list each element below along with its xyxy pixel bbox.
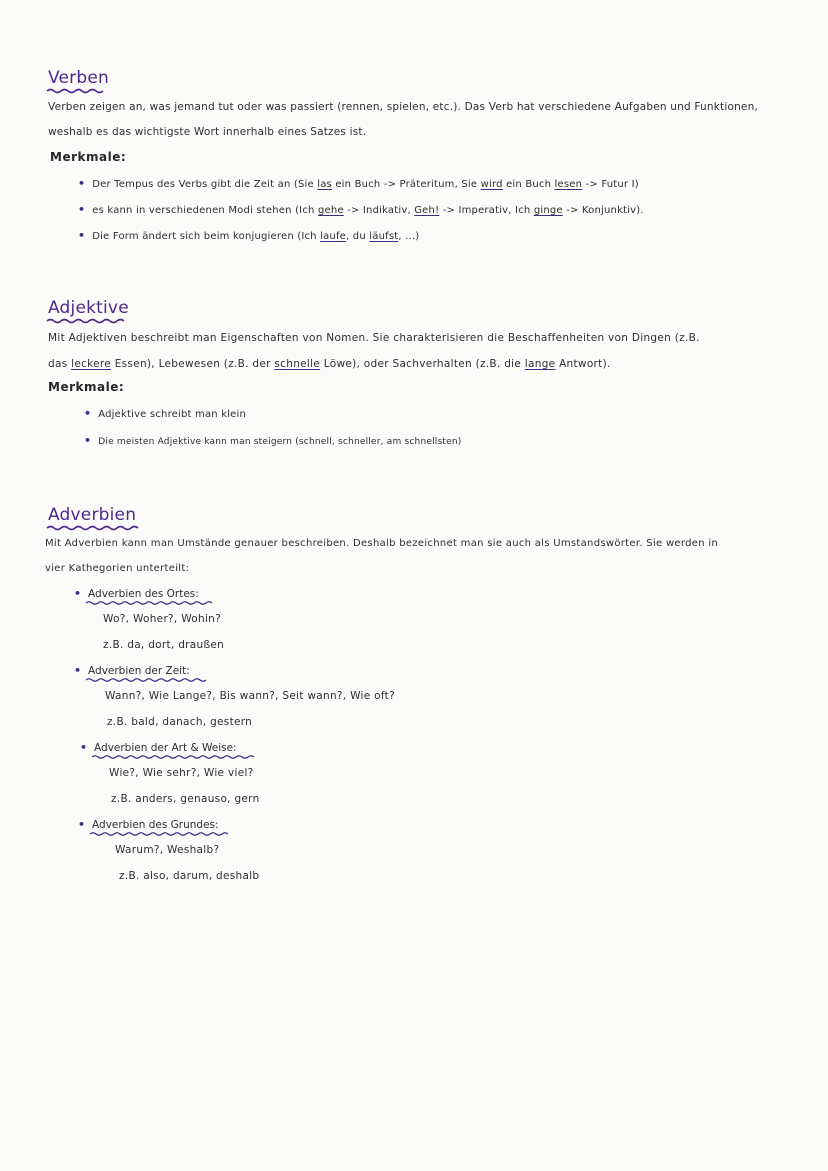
wavy-underline-grund (90, 831, 232, 837)
adverbien-art-examples: z.B. anders, genauso, gern (111, 793, 260, 805)
adjektive-bullet-1: • Adjektive schreibt man klein (84, 407, 247, 420)
adjektive-paragraph-line-2: das leckere Essen), Lebewesen (z.B. der schnelle Löwe), oder Sachverhalten (z.B. die lange Antwort). (48, 358, 611, 370)
heading-adjektive: Adjektive (48, 298, 129, 318)
bullet-dot: • (78, 818, 86, 831)
wavy-underline-ort (86, 600, 214, 606)
bullet-dot: • (84, 434, 92, 447)
adjektive-merkmale-label: Merkmale: (48, 380, 125, 394)
wavy-underline-zeit (86, 677, 210, 683)
adverbien-zeit-questions: Wann?, Wie Lange?, Bis wann?, Seit wann?, Wie oft? (105, 690, 395, 702)
adverbien-ort-heading: • Adverbien des Ortes: (74, 587, 199, 600)
bullet-dot: • (74, 587, 82, 600)
adverbien-paragraph-line-2: vier Kathegorien unterteilt: (45, 563, 190, 574)
bullet-dot: • (78, 203, 86, 216)
verben-paragraph: Verben zeigen an, was jemand tut oder was passiert (rennen, spielen, etc.). Das Verb hat verschiedene Aufgaben und Funktionen, weshalb es das wichtigste Wort innerhalb eines Satzes ist. (48, 101, 758, 138)
heading-underline-verben (47, 88, 105, 94)
bullet-dot: • (84, 407, 92, 420)
bullet-dot: • (74, 664, 82, 677)
adverbien-zeit-heading: • Adverbien der Zeit: (74, 664, 190, 677)
adverbien-grund-heading: • Adverbien des Grundes: (78, 818, 219, 831)
bullet-dot: • (78, 177, 86, 190)
verben-bullet-1: • Der Tempus des Verbs gibt die Zeit an (Sie las ein Buch -> Präteritum, Sie wird ein Buch lesen -> Futur I) (78, 177, 639, 190)
wavy-underline-art (92, 754, 260, 760)
adverbien-grund-examples: z.B. also, darum, deshalb (119, 870, 260, 882)
verben-bullet-3: • Die Form ändert sich beim konjugieren (Ich laufe, du läufst, ...) (78, 229, 420, 242)
bullet-dot: • (78, 229, 86, 242)
verben-merkmale-label: Merkmale: (50, 150, 127, 164)
heading-adverbien: Adverbien (48, 505, 137, 525)
adverbien-grund-questions: Warum?, Weshalb? (115, 844, 220, 856)
heading-underline-adverbien (47, 525, 139, 531)
adverbien-art-questions: Wie?, Wie sehr?, Wie viel? (109, 767, 254, 779)
heading-underline-adjektive (47, 318, 127, 324)
verben-bullet-2: • es kann in verschiedenen Modi stehen (Ich gehe -> Indikativ, Geh! -> Imperativ, Ich ginge -> Konjunktiv). (78, 203, 644, 216)
bullet-dot: • (80, 741, 88, 754)
adverbien-ort-examples: z.B. da, dort, draußen (103, 639, 225, 651)
heading-verben: Verben (48, 68, 109, 88)
adverbien-zeit-examples: z.B. bald, danach, gestern (107, 716, 253, 728)
adverbien-art-heading: • Adverbien der Art & Weise: (80, 741, 237, 754)
adjektive-paragraph-line-1: Mit Adjektiven beschreibt man Eigenschaften von Nomen. Sie charakterisieren die Beschaffenheiten von Dingen (z.B. (48, 332, 700, 344)
adverbien-ort-questions: Wo?, Woher?, Wohin? (103, 613, 222, 625)
adverbien-paragraph-line-1: Mit Adverbien kann man Umstände genauer beschreiben. Deshalb bezeichnet man sie auch als Umstandswörter. Sie werden in (45, 538, 719, 549)
adjektive-bullet-2: • Die meisten Adjektive kann man steigern (schnell, schneller, am schnellsten) (84, 434, 462, 447)
